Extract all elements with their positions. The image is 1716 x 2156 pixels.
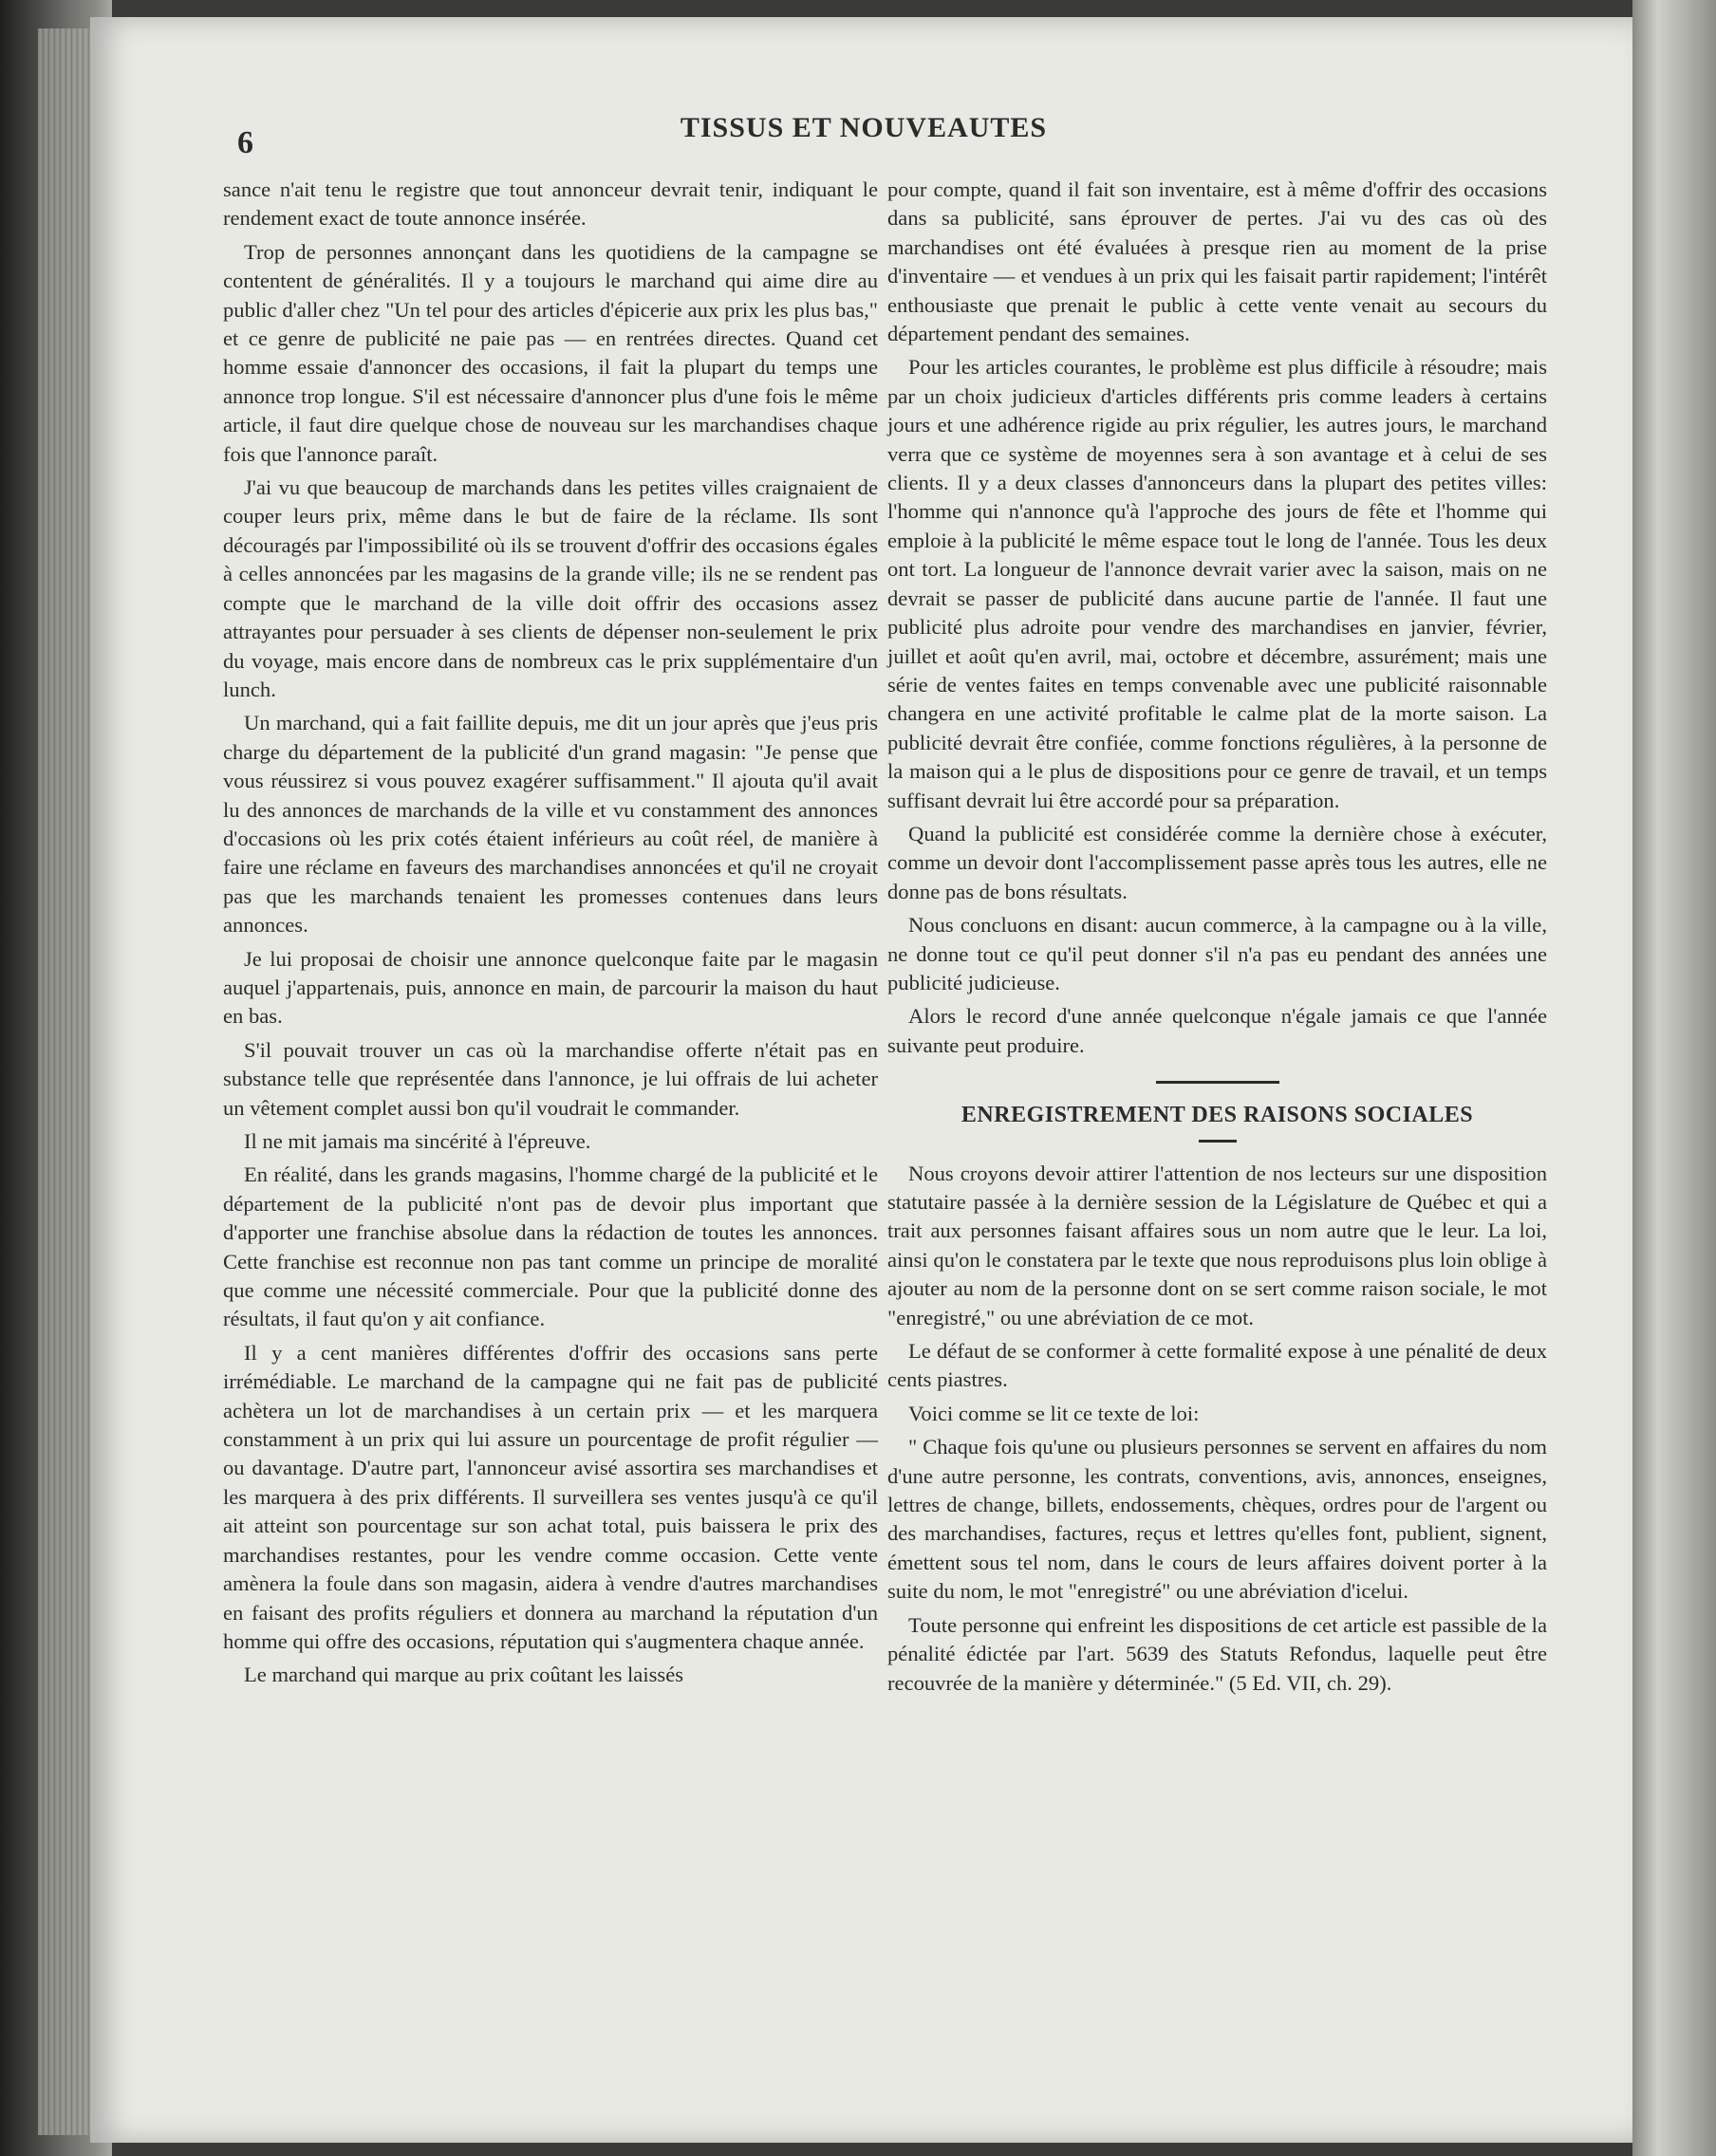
paragraph: Pour les articles courantes, le problème est plus difficile à résoudre; mais par un choix judicieux d'articles différents pris comme leaders à certains jours et une adhérence rigide au prix régulier, les autres jours, le marchand verra que ce système de moyennes sera à son avantage et à celui de ses clients. Il y a deux classes d'annonceurs dans la plupart des petites villes: l'homme qui n'annonce qu'à l'approche des jours de fête et l'homme qui emploie à la publicité le même espace tout le long de l'année. Tous les deux ont tort. La longueur de l'annonce devrait varier avec la saison, mais on ne devrait se passer de publicité dans aucune partie de l'année. Il faut une publicité plus adroite pour vendre des marchandises en janvier, février, juillet et août qu'en avril, mai, octobre et décembre, assurément; mais une série de ventes faites en temps convenable avec une publicité raisonnable changera en une activité profitable le calme plat de la morte saison. La publicité devrait être confiée, comme fonctions régulières, à la personne de la maison qui a le plus de dispositions pour ce genre de travail, et un temps suffisant devrait lui être accordé pour sa préparation. <box>887 355 1547 812</box>
facing-page-edge <box>1632 0 1716 2156</box>
paragraph: J'ai vu que beaucoup de marchands dans les petites villes craignaient de couper leurs prix, même dans le but de faire de la réclame. Ils sont découragés par l'impossibilité où ils se trouvent d'offrir des occasions égales à celles annoncées par les magasins de la grande ville; ils ne se rendent pas compte que le marchand de la ville doit offrir des occasions assez attrayantes pour persuader à ses clients de dépenser non-seulement le prix du voyage, mais encore dans de nombreux cas le prix supplémentaire d'un lunch. <box>223 475 878 701</box>
paragraph: S'il pouvait trouver un cas où la marchandise offerte n'était pas en substance telle que représentée dans l'annonce, je lui offrais de lui acheter un vêtement complet aussi bon qu'il voudrait le commander. <box>223 1037 878 1120</box>
paragraph: Le défaut de se conformer à cette formalité expose à une pénalité de deux cents piastres. <box>887 1339 1547 1392</box>
paragraph: Nous concluons en disant: aucun commerce, à la campagne ou à la ville, ne donne tout ce qu'il peut donner s'il n'a pas eu pendant des années une publicité judicieuse. <box>887 913 1547 994</box>
section-divider <box>1156 1081 1279 1084</box>
paragraph: Alors le record d'une année quelconque n'égale jamais ce que l'année suivante peut produire. <box>887 1004 1547 1057</box>
paragraph: " Chaque fois qu'une ou plusieurs personnes se servent en affaires du nom d'une autre personne, les contrats, conventions, avis, annonces, enseignes, lettres de change, billets, endossements, chèques, ordres pour de l'argent ou des marchandises, factures, reçus et lettres qu'elles font, publient, signent, émettent sous tel nom, dans le cours de leurs affaires doivent porter à la suite du nom, le mot "enregistré" ou une abréviation d'icelui. <box>887 1435 1547 1604</box>
section-heading: ENREGISTREMENT DES RAISONS SOCIALES <box>961 1103 1474 1128</box>
paragraph: Je lui proposai de choisir une annonce quelconque faite par le magasin auquel j'appartenais, puis, annonce en main, de parcourir la maison du haut en bas. <box>223 946 878 1029</box>
paragraph: En réalité, dans les grands magasins, l'homme chargé de la publicité et le département de la publicité n'ont pas de devoir plus important que d'apporter une franchise absolue dans la rédaction de toutes les annonces. Cette franchise est reconnue non pas tant comme un principe de moralité que comme une nécessité commerciale. Pour que la publicité donne des résultats, il faut qu'on y ait confiance. <box>223 1162 878 1331</box>
paragraph: Trop de personnes annonçant dans les quotidiens de la campagne se contentent de généralités. Il y a toujours le marchand qui aime dire au public d'aller chez "Un tel pour des articles d'épicerie aux prix les plus bas," et ce genre de publicité ne paie pas — en rentrées directes. Quand cet homme essaie d'annoncer des occasions, il fait la plupart du temps une annonce trop longue. S'il est nécessaire d'annoncer plus d'une fois le même article, il faut dire quelque chose de nouveau sur les marchandises chaque fois que l'annonce paraît. <box>223 239 878 466</box>
paragraph: Le marchand qui marque au prix coûtant les laissés <box>244 1663 684 1687</box>
paragraph: Voici comme se lit ce texte de loi: <box>908 1401 1200 1425</box>
heading-underline <box>1199 1140 1237 1143</box>
paragraph: Nous croyons devoir attirer l'attention de nos lecteurs sur une disposition statutaire passée à la dernière session de la Législature de Québec et qui a trait aux personnes faisant affaires sous un nom autre que le leur. La loi, ainsi qu'on le constatera par le texte que nous reproduisons plus loin oblige à ajouter au nom de la personne dont on se sert comme raison sociale, le mot "enregistré," ou une abréviation de ce mot. <box>887 1161 1547 1329</box>
right-column <box>887 176 1547 1702</box>
running-title: TISSUS ET NOUVEAUTES <box>680 112 1048 143</box>
paragraph: Il ne mit jamais ma sincérité à l'épreuve. <box>244 1129 591 1153</box>
paragraph: sance n'ait tenu le registre que tout annonceur devrait tenir, indiquant le rendement exact de toute annonce insérée. <box>223 177 878 231</box>
paragraph: Quand la publicité est considérée comme la dernière chose à exécuter, comme un devoir dont l'accomplissement passe après tous les autres, elle ne donne pas de bons résultats. <box>887 821 1547 903</box>
paragraph: Il y a cent manières différentes d'offrir des occasions sans perte irrémédiable. Le marchand de la campagne qui ne fait pas de publicité achètera un lot de marchandises à un certain prix — et les marquera constamment à un prix qui lui assure un pourcentage de profit régulier — ou davantage. D'autre part, l'annonceur avisé assortira ses marchandises et les marquera à des prix différents. Il surveillera ses ventes jusqu'à ce qu'il ait atteint son pourcentage sur son achat total, puis baissera le prix des marchandises restantes, pour les vendre comme occasion. Cette vente amènera la foule dans son magasin, aidera à vendre d'autres marchandises en faisant des profits réguliers et donnera au marchand la réputation d'un homme qui offre des occasions, réputation qui s'augmentera chaque année. <box>223 1340 878 1653</box>
page-number: 6 <box>237 125 253 160</box>
paragraph: Un marchand, qui a fait faillite depuis, me dit un jour après que j'eus pris charge du département de la publicité d'un grand magasin: "Je pense que vous réussirez si vous pouvez exagérer suffisamment." Il ajouta qu'il avait lu des annonces de marchands de la ville et vu constamment des annonces d'occasions où les prix cotés étaient inférieurs au coût réel, de manière à faire une réclame en faveurs des marchandises annoncées et qu'il ne croyait pas que les marchands tenaient les promesses contenues dans leurs annonces. <box>223 711 878 938</box>
left-column <box>223 176 878 1695</box>
paragraph: Toute personne qui enfreint les dispositions de cet article est passible de la pénalité édictée par l'art. 5639 des Statuts Refondus, laquelle peut être recouvrée de la manière y déterminée." (5 Ed. VII, ch. 29). <box>887 1612 1547 1695</box>
paragraph: pour compte, quand il fait son inventaire, est à même d'offrir des occasions dans sa publicité, sans éprouver de pertes. J'ai vu des cas où des marchandises ont été évaluées à presque rien au moment de la prise d'inventaire — et vendues à un prix qui les faisait partir rapidement; l'intérêt enthousiaste que prenait le public à cette vente venait au secours du département pendant des semaines. <box>887 177 1547 346</box>
